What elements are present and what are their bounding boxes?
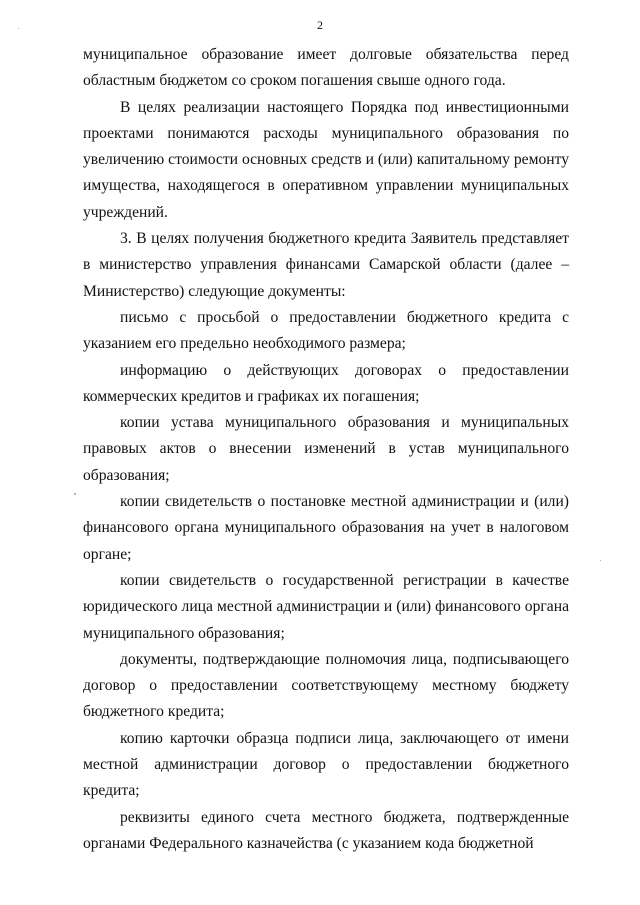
list-item-account-details: реквизиты единого счета местного бюджета, подтвержденные органами Федерального казначейства (с указанием кода бюджетной: [83, 808, 569, 852]
list-item-credit-info: информацию о действующих договорах о предоставлении коммерческих кредитов и графиках их погашения;: [83, 361, 569, 405]
paragraph-clause-3: 3. В целях получения бюджетного кредита Заявитель представляет в министерство управления финансами Самарской области (далее – Министерство) следующие документы:: [83, 230, 569, 300]
scan-speck: [18, 28, 19, 29]
document-body: [83, 42, 569, 857]
list-item-authority-documents: документы, подтверждающие полномочия лица, подписывающего договор о предоставлении соответствующему местному бюджету бюджетного кредита;: [83, 650, 569, 721]
page-number: 2: [317, 18, 323, 32]
paragraph-continuation: муниципальное образование имеет долговые обязательства перед областным бюджетом со сроком погашения свыше одного года.: [83, 46, 569, 90]
paragraph-investment-projects: В целях реализации настоящего Порядка под инвестиционными проектами понимаются расходы муниципального образования по увеличению стоимости основных средств и (или) капитальному ремонту имущества, находящегося в оперативном управлении муниципальных учреждений.: [83, 98, 569, 221]
scan-speck: [600, 560, 601, 561]
list-item-letter-request: письмо с просьбой о предоставлении бюджетного кредита с указанием его предельно необходимого размера;: [83, 308, 569, 353]
scan-speck: [74, 493, 76, 495]
list-item-charter-copies: копии устава муниципального образования и муниципальных правовых актов о внесении изменений в устав муниципального образования;: [83, 414, 569, 484]
list-item-tax-registration: копии свидетельств о постановке местной администрации и (или) финансового органа муниципального образования на учет в налоговом органе;: [83, 493, 569, 563]
list-item-state-registration: копии свидетельств о государственной регистрации в качестве юридического лица местной администрации и (или) финансового органа муниципального образования;: [83, 571, 569, 642]
list-item-signature-card: копию карточки образца подписи лица, заключающего от имени местной администрации договор о предоставлении бюджетного кредита;: [83, 729, 569, 800]
